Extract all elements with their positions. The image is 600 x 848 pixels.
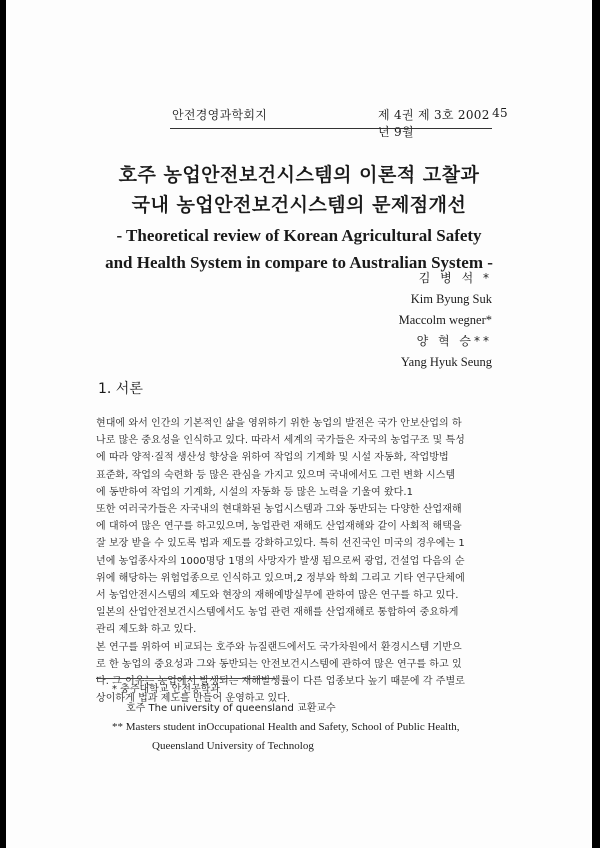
author-name: 양 혁 승** — [416, 334, 492, 348]
author-name: Yang Hyuk Seung — [400, 355, 492, 369]
text-line: 본 연구를 위하여 비교되는 호주와 뉴질랜드에서도 국가차원에서 환경시스템 기반으 — [96, 641, 462, 653]
text-line: 관리 제도화 하고 있다. — [96, 624, 197, 636]
text-line: 표준화, 작업의 숙련화 등 많은 관심을 가지고 있으며 국내에서도 그런 변화 시스템 — [96, 469, 456, 481]
text-line: 상이하게 법과 제도를 만들어 운영하고 있다. — [96, 693, 291, 705]
text-line: 에 동반하여 작업의 기계화, 시설의 자동화 등 많은 노력을 기울여 왔다.1 — [96, 486, 414, 498]
text-line: 또한 여러국가들은 자국내의 현대화된 농업시스템과 그와 동반되는 다양한 산업재해 — [96, 504, 462, 516]
footnote-affiliation-2: ** Masters student inOccupational Health and Safety, School of Public Health, — [112, 721, 460, 733]
section-heading: 1. 서론 — [98, 381, 143, 397]
text-line: 잘 보장 받을 수 있도록 법과 제도를 강화하고있다. 특히 선진국인 미국의 경우에는 1 — [96, 538, 465, 550]
footnote-affiliation-1-cont: 호주 The university of queensland 교환교수 — [126, 703, 336, 714]
title-block — [66, 160, 532, 276]
author-list — [399, 268, 492, 373]
text-line: 서 농업안전시스템의 제도와 현장의 재해예방실무에 관하여 많은 연구를 하고 있다. — [96, 590, 459, 602]
title-english-line-1: - Theoretical review of Korean Agricultural Safety — [116, 226, 482, 245]
title-english-line-2: and Health System in compare to Australian System - — [105, 253, 493, 272]
title-korean-line-1: 호주 농업안전보건시스템의 이론적 고찰과 — [118, 164, 480, 186]
text-line: 일본의 산업안전보건시스템에서도 농업 관련 재해를 산업재해로 통합하여 중요하게 — [96, 607, 459, 619]
text-line: 나로 많은 중요성을 인식하고 있다. 따라서 세계의 국가들은 자국의 농업구조 및 특성 — [96, 435, 465, 447]
text-line: 위에 해당하는 위험업종으로 인식하고 있으며,2 정부와 학회 그리고 기타 연구단체에 — [96, 572, 465, 584]
title-korean-line-2: 국내 농업안전보건시스템의 문제점개선 — [131, 194, 467, 216]
author-name: Maccolm wegner* — [398, 313, 492, 327]
footnote-affiliation-2-cont: Queensland University of Technolog — [152, 740, 314, 752]
issue-info: 제 4권 제 3호 2002년 9월 — [378, 108, 490, 139]
text-line: 현대에 와서 인간의 기본적인 삶을 영위하기 위한 농업의 발전은 국가 안보산업의 하 — [96, 418, 462, 429]
journal-page — [6, 0, 592, 848]
text-line: 년에 농업종사자의 1000명당 1명의 사망자가 발생 됨으로써 광업, 건설업 다음의 순 — [96, 555, 465, 567]
header-rule — [170, 128, 492, 129]
text-line: 에 대하여 많은 연구를 하고있으며, 농업관련 재해도 산업재해와 같이 사회적 해택을 — [96, 521, 462, 533]
journal-name: 안전경영과학회지 — [172, 108, 268, 122]
footnote-rule — [96, 678, 276, 679]
author-name: 김 병 석 * — [418, 271, 492, 285]
text-line: 에 따라 양적·질적 생산성 향상을 위하여 작업의 기계화 및 시설 자동화, 작업방법 — [96, 452, 449, 464]
text-line: 다. 그 이유는 농업에서 발생되는 재해발생률이 다른 업종보다 높기 때문에 각 주별로 — [96, 676, 465, 688]
body-text — [96, 415, 496, 707]
text-line: 로 한 농업의 중요성과 그와 동반되는 안전보건시스템에 관하여 많은 연구를 하고 있 — [96, 658, 462, 670]
footnotes — [112, 680, 532, 756]
author-name: Kim Byung Suk — [410, 292, 492, 306]
page-number: 45 — [492, 106, 508, 120]
scan-edge-right — [592, 0, 600, 848]
footnote-affiliation-1: * 충주대학교 안전공학과 — [112, 684, 220, 695]
